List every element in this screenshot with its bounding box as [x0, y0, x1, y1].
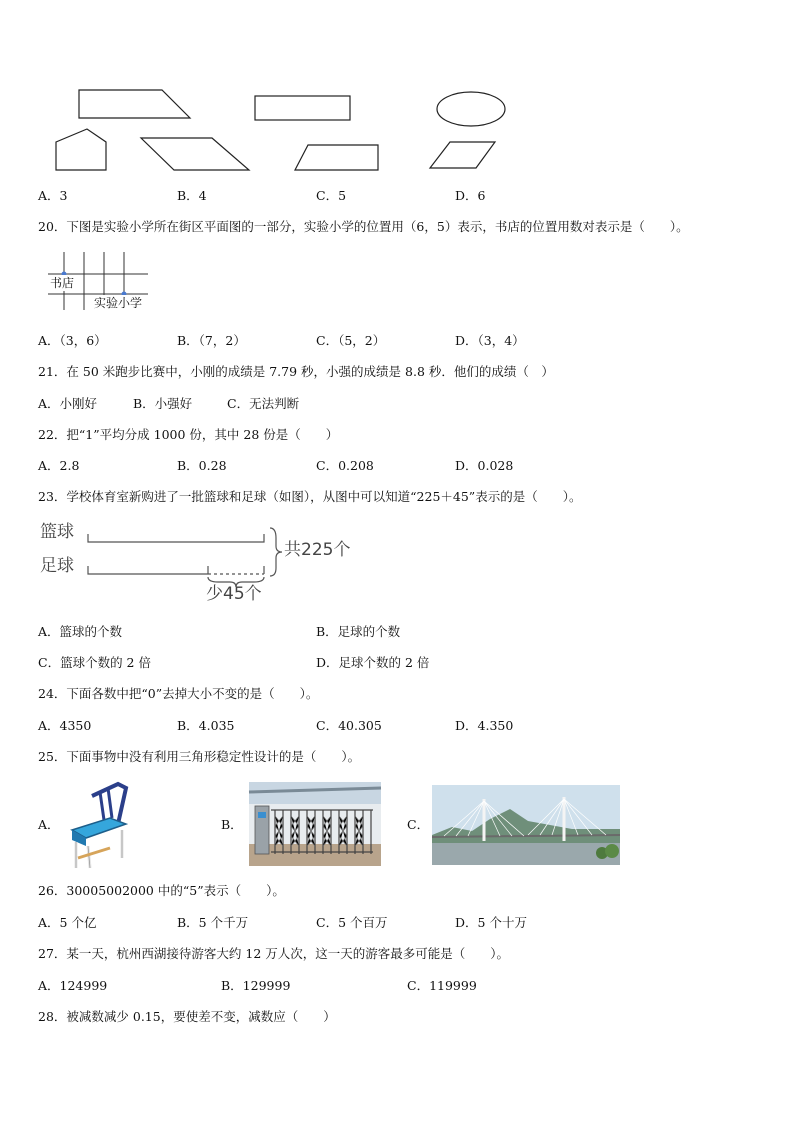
- q26-question: 26．30005002000 中的“5”表示（ ）。: [38, 883, 285, 898]
- q20-option-a[interactable]: A．（3，6）: [38, 333, 107, 348]
- q24-option-d[interactable]: D．4.350: [455, 718, 514, 733]
- q28-question: 28．被减数减少 0.15，要使差不变，减数应（ ）: [38, 1009, 336, 1024]
- q22-option-a[interactable]: A．2.8: [38, 458, 80, 473]
- school-label: 实验小学: [94, 296, 143, 310]
- q20-option-c[interactable]: C．（5，2）: [316, 333, 386, 348]
- q27-option-b[interactable]: B．129999: [221, 978, 291, 993]
- trapezoid-shape: [295, 145, 378, 170]
- q22-option-d[interactable]: D．0.028: [455, 458, 514, 473]
- q25-option-c[interactable]: C．: [407, 817, 430, 832]
- parallelogram-shape-1: [141, 138, 249, 170]
- q27-question: 27．某一天，杭州西湖接待游客大约 12 万人次，这一天的游客最多可能是（ ）。: [38, 946, 510, 961]
- q23-question: 23．学校体育室新购进了一批篮球和足球（如图），从图中可以知道“225＋45”表示的是（ ）。: [38, 489, 582, 504]
- cable-bridge-image: [432, 785, 620, 865]
- q20-option-b[interactable]: B．（7，2）: [177, 333, 246, 348]
- q24-question: 24．下面各数中把“0”去掉大小不变的是（ ）。: [38, 686, 319, 701]
- q23-diagram: [38, 520, 368, 606]
- bookstore-label: 书店: [50, 276, 75, 290]
- q23-option-d[interactable]: D．足球个数的 2 倍: [316, 655, 430, 670]
- q25-option-b[interactable]: B．: [221, 817, 243, 832]
- football-label: 足球: [40, 556, 74, 576]
- ellipse-shape: [437, 92, 505, 126]
- total-label: 共225个: [284, 540, 351, 560]
- q24-option-c[interactable]: C．40.305: [316, 718, 382, 733]
- rectangle-shape: [255, 96, 350, 120]
- q20-map: [44, 250, 174, 320]
- total-brace: [270, 528, 282, 576]
- q24-option-a[interactable]: A．4350: [38, 718, 92, 733]
- q23-option-a[interactable]: A．篮球的个数: [38, 624, 123, 639]
- q22-question: 22．把“1”平均分成 1000 份，其中 28 份是（ ）: [38, 427, 339, 442]
- basketball-bar: [88, 534, 264, 542]
- q21-option-a[interactable]: A．小刚好: [38, 396, 98, 411]
- q22-option-b[interactable]: B．0.28: [177, 458, 227, 473]
- q21-option-c[interactable]: C．无法判断: [227, 396, 300, 411]
- less-label: 少45个: [206, 584, 262, 604]
- pentagon-shape: [56, 129, 106, 170]
- football-bar: [88, 566, 208, 574]
- parallelogram-shape-2: [430, 142, 495, 168]
- q24-option-b[interactable]: B．4.035: [177, 718, 235, 733]
- q26-option-d[interactable]: D．5 个十万: [455, 915, 527, 930]
- q19-option-c[interactable]: C．5: [316, 188, 347, 203]
- q22-option-c[interactable]: C．0.208: [316, 458, 374, 473]
- folding-gate-image: [249, 782, 381, 866]
- q27-option-c[interactable]: C．119999: [407, 978, 477, 993]
- q23-option-c[interactable]: C．篮球个数的 2 倍: [38, 655, 151, 670]
- q26-option-a[interactable]: A．5 个亿: [38, 915, 97, 930]
- chair-image: [64, 780, 134, 870]
- q19-option-d[interactable]: D．6: [455, 188, 486, 203]
- q25-question: 25．下面事物中没有利用三角形稳定性设计的是（ ）。: [38, 749, 361, 764]
- right-trapezoid-shape: [79, 90, 190, 118]
- basketball-label: 篮球: [40, 522, 74, 542]
- q26-option-c[interactable]: C．5 个百万: [316, 915, 388, 930]
- q21-question: 21．在 50 米跑步比赛中，小刚的成绩是 7.79 秒，小强的成绩是 8.8 秒．他们的成绩（ ）: [38, 364, 554, 379]
- q21-option-b[interactable]: B．小强好: [133, 396, 193, 411]
- q26-option-b[interactable]: B．5 个千万: [177, 915, 249, 930]
- brace-stick: [78, 848, 110, 858]
- q20-question: 20．下图是实验小学所在街区平面图的一部分，实验小学的位置用（6，5）表示，书店的位置用数对表示是（ ）。: [38, 219, 689, 234]
- q19-option-a[interactable]: A．3: [38, 188, 68, 203]
- q23-option-b[interactable]: B．足球的个数: [316, 624, 401, 639]
- q20-option-d[interactable]: D．（3，4）: [455, 333, 525, 348]
- q25-option-a[interactable]: A．: [38, 817, 60, 832]
- q19-option-b[interactable]: B．4: [177, 188, 207, 203]
- q19-shapes: [40, 84, 520, 174]
- q27-option-a[interactable]: A．124999: [38, 978, 108, 993]
